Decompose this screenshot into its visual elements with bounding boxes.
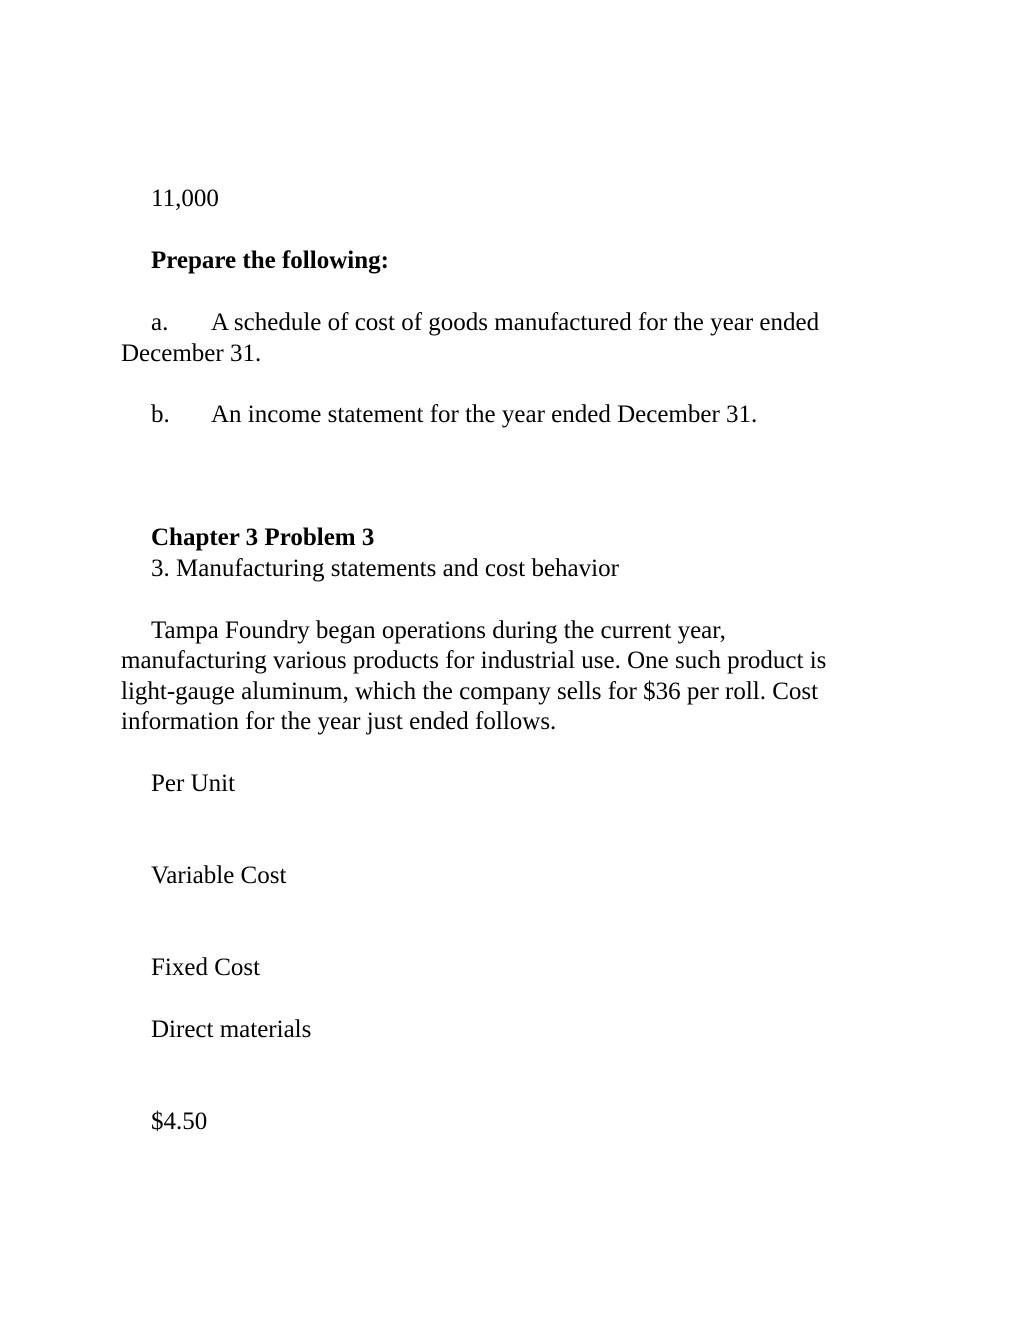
problem-title: 3. Manufacturing statements and cost behavior xyxy=(151,555,619,582)
item-b-text: An income statement for the year ended December 31. xyxy=(211,401,758,428)
item-a xyxy=(151,308,819,338)
direct-materials-value: $4.50 xyxy=(151,1108,208,1135)
item-a-label: a. xyxy=(151,309,169,336)
chapter-heading: Chapter 3 Problem 3 xyxy=(151,524,375,551)
paragraph-line-3: light-gauge aluminum, which the company sells for $36 per roll. Cost xyxy=(121,678,819,705)
paragraph-line-1: Tampa Foundry began operations during the current year, xyxy=(151,617,726,644)
item-b xyxy=(151,400,757,430)
direct-materials-label: Direct materials xyxy=(151,1016,312,1043)
paragraph-line-4: information for the year just ended follows. xyxy=(121,708,557,735)
variable-cost-label: Variable Cost xyxy=(151,862,287,889)
item-b-label: b. xyxy=(151,401,170,428)
paragraph-line-2: manufacturing various products for industrial use. One such product is xyxy=(121,647,827,674)
top-number: 11,000 xyxy=(151,185,219,212)
item-a-continuation: December 31. xyxy=(121,340,262,367)
per-unit-label: Per Unit xyxy=(151,770,236,797)
item-a-text: A schedule of cost of goods manufactured for the year ended xyxy=(211,309,820,336)
prepare-heading: Prepare the following: xyxy=(151,247,389,274)
fixed-cost-label: Fixed Cost xyxy=(151,954,261,981)
